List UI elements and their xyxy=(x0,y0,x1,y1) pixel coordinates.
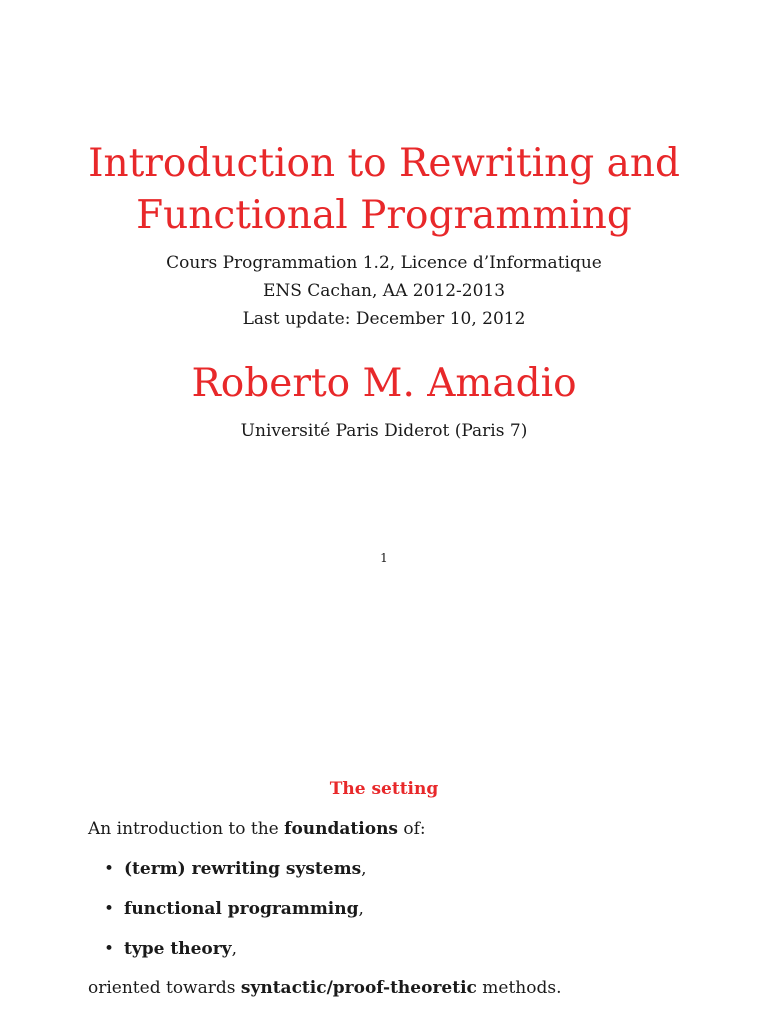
course-line: Cours Programmation 1.2, Licence d’Informatique xyxy=(166,253,602,273)
bullet-icon: • xyxy=(104,899,115,919)
list-item xyxy=(100,938,367,978)
outro-paragraph xyxy=(88,977,728,999)
bullet-text: (term) rewriting systems xyxy=(124,859,362,879)
list-item xyxy=(100,898,367,938)
bullet-text: functional programming xyxy=(124,899,359,919)
intro-bold: foundations xyxy=(284,819,398,839)
outro-bold: syntactic/proof-theoretic xyxy=(240,978,477,998)
bullet-suffix: , xyxy=(361,859,367,879)
school-line: ENS Cachan, AA 2012-2013 xyxy=(262,281,506,301)
page-number: 1 xyxy=(380,551,388,565)
bullet-suffix: , xyxy=(231,939,237,959)
list-item xyxy=(100,858,367,898)
update-line: Last update: December 10, 2012 xyxy=(242,309,526,329)
section-title: The setting xyxy=(329,779,439,799)
bullet-icon: • xyxy=(104,939,115,959)
title-line-1: Introduction to Rewriting and xyxy=(88,141,680,186)
intro-paragraph xyxy=(88,818,728,840)
intro-prefix: An introduction to the xyxy=(88,819,285,839)
title-line-2: Functional Programming xyxy=(136,193,632,238)
intro-suffix: of: xyxy=(398,819,426,839)
affiliation: Université Paris Diderot (Paris 7) xyxy=(240,421,528,441)
bullet-text: type theory xyxy=(124,939,232,959)
author-name: Roberto M. Amadio xyxy=(191,361,577,406)
bullet-icon: • xyxy=(104,859,115,879)
outro-prefix: oriented towards xyxy=(88,978,241,998)
outro-suffix: methods. xyxy=(476,978,562,998)
bullet-suffix: , xyxy=(358,899,364,919)
bullet-list xyxy=(100,858,367,978)
